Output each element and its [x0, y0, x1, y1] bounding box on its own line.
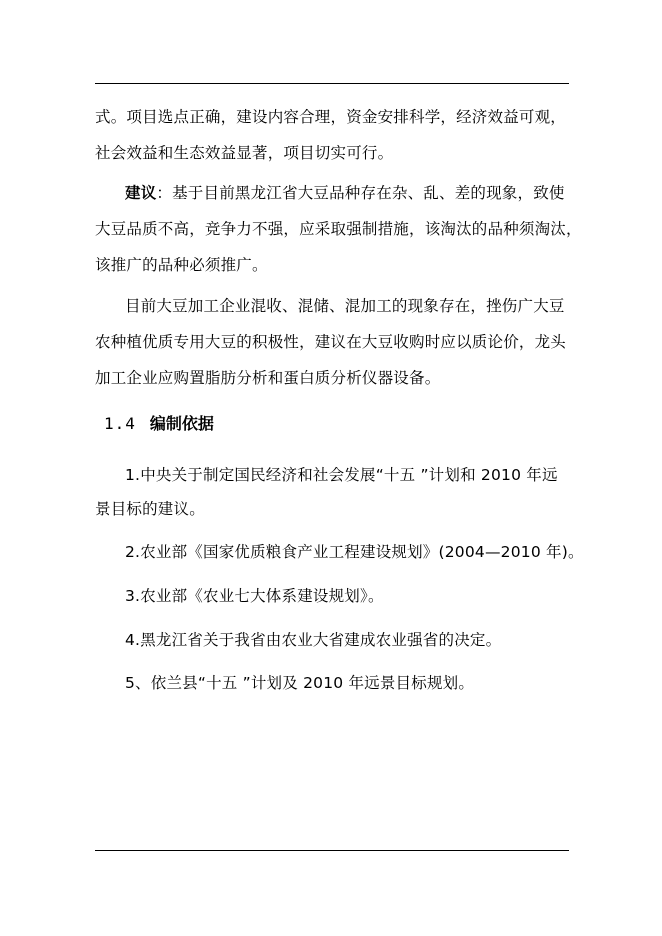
- reference-item: 1.中央关于制定国民经济和社会发展“十五 ”计划和 2010 年远: [125, 466, 558, 484]
- recommendation-line: [125, 183, 565, 203]
- paragraph-line: 农种植优质专用大豆的积极性，建议在大豆收购时应以质论价，龙头: [95, 333, 567, 351]
- section-heading: [104, 414, 214, 434]
- reference-item: 3.农业部《农业七大体系建设规划》。: [125, 587, 384, 605]
- footer-rule: [95, 850, 569, 851]
- recommendation-text: ：基于目前黑龙江省大豆品种存在杂、乱、差的现象，致使: [156, 184, 565, 202]
- paragraph-line: 该推广的品种必须推广。: [95, 256, 268, 274]
- paragraph-line: 式。项目选点正确，建设内容合理，资金安排科学，经济效益可观，: [95, 108, 567, 126]
- paragraph-line: 目前大豆加工企业混收、混储、混加工的现象存在，挫伤广大豆: [125, 297, 565, 315]
- recommendation-label: 建议: [125, 184, 157, 202]
- reference-item: 5、依兰县“十五 ”计划及 2010 年远景目标规划。: [125, 674, 475, 692]
- paragraph-line: 社会效益和生态效益显著，项目切实可行。: [95, 144, 394, 162]
- header-rule: [95, 83, 569, 84]
- paragraph-line: 加工企业应购置脂肪分析和蛋白质分析仪器设备。: [95, 369, 441, 387]
- section-number: 1.4: [104, 414, 136, 433]
- reference-item: 2.农业部《国家优质粮食产业工程建设规划》(2004—2010 年)。: [125, 543, 584, 561]
- paragraph-line: 大豆品质不高，竞争力不强，应采取强制措施，该淘汰的品种须淘汰，: [95, 220, 582, 238]
- reference-item-continuation: 景目标的建议。: [95, 500, 205, 518]
- section-title: 编制依据: [149, 414, 214, 433]
- reference-item: 4.黑龙江省关于我省由农业大省建成农业强省的决定。: [125, 631, 502, 649]
